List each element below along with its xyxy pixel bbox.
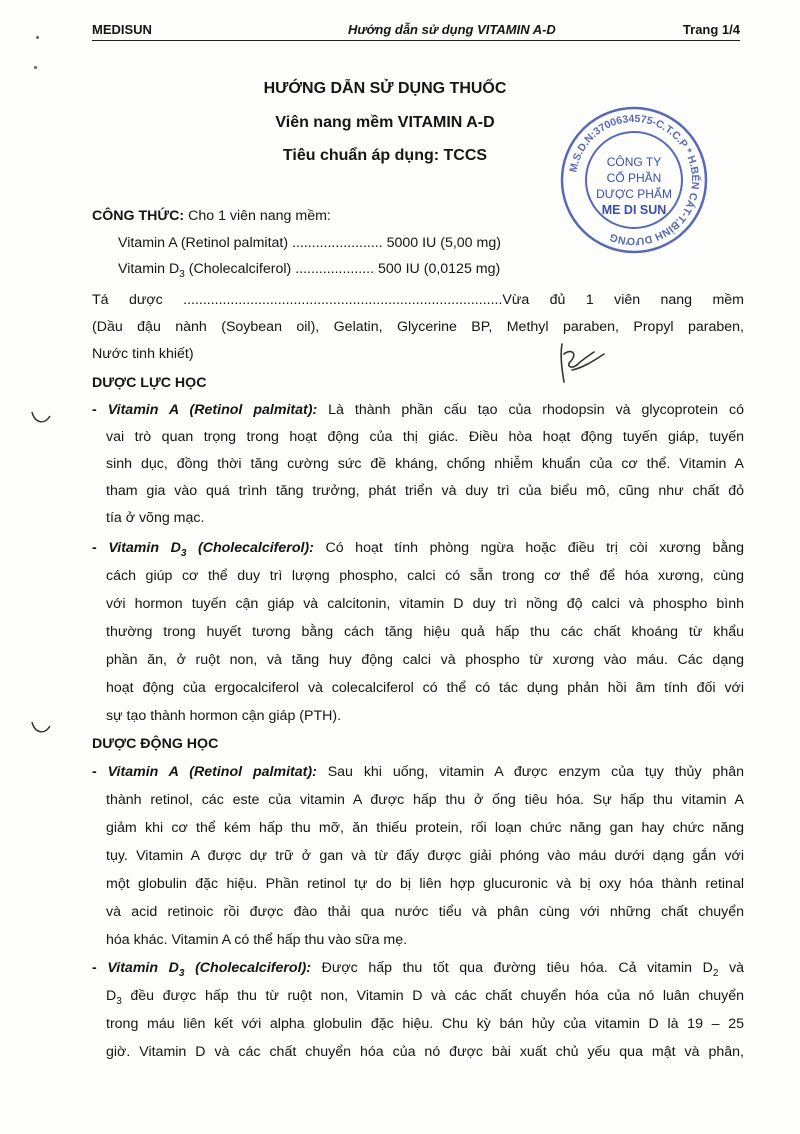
- pd-vitamin-a-line-1: - Vitamin A (Retinol palmitat): Là thành phần cấu tạo của rhodopsin và glycoprotein có: [92, 402, 744, 418]
- header-company: MEDISUN: [92, 22, 152, 37]
- pd-vitamin-a-line-5: tía ở võng mạc.: [106, 510, 205, 526]
- handwritten-signature: [548, 340, 618, 386]
- stamp-line-2: CỔ PHẦN: [606, 171, 662, 185]
- pk-vitamin-a-line-4: tụy. Vitamin A được dự trữ ở gan và từ đấy được giải phóng vào máu dưới dạng gắn với: [106, 848, 744, 864]
- pk-vitamin-a-line-6: và acid retinoic rồi được đào thải qua nước tiểu và phân cùng với những chất chuyển: [106, 904, 744, 920]
- pk-vitamin-a-line-2: thành retinol, các este của vitamin A được hấp thu ở ống tiêu hóa. Sự hấp thu vitamin A: [106, 792, 744, 808]
- stamp-line-1: CÔNG TY: [606, 155, 662, 169]
- pk-vitamin-d3-line-3: trong máu liên kết với alpha globulin đặc hiệu. Chu kỳ bán hủy của vitamin D là 19 – 25: [106, 1016, 744, 1032]
- applied-standard: Tiêu chuẩn áp dụng: TCCS: [282, 147, 488, 164]
- pk-vitamin-a-line-1: - Vitamin A (Retinol palmitat): Sau khi uống, vitamin A được enzym của tụy thủy phân: [92, 764, 744, 780]
- formula-excipient-list: (Dầu đậu nành (Soybean oil), Gelatin, Glycerine BP, Methyl paraben, Propyl paraben,: [92, 319, 744, 335]
- pharmacokinetics-heading: DƯỢC ĐỘNG HỌC: [92, 736, 219, 752]
- stamp-line-4: ME DI SUN: [601, 203, 667, 217]
- formula-vitamin-a: Vitamin A (Retinol palmitat) ....................... 5000 IU (5,00 mg): [118, 235, 501, 251]
- pd-vitamin-d3-line-7: sự tạo thành hormon cận giáp (PTH).: [106, 708, 342, 724]
- margin-dot: [36, 36, 39, 39]
- pk-vitamin-d3-line-4: giờ. Vitamin D và các chất chuyển hóa của nó được bài xuất chủ yếu qua mật và phân,: [106, 1044, 744, 1060]
- pd-vitamin-a-line-2: vai trò quan trọng trong hoạt động của thị giác. Điều hòa hoạt động tuyến giáp, tuyến: [106, 429, 744, 445]
- pd-vitamin-a-line-3: sinh dục, đồng thời tăng cường sức đề kháng, chống nhiễm khuẩn của cơ thể. Vitamin A: [106, 456, 744, 472]
- pd-vitamin-d3-line-3: với hormon tuyến cận giáp và calcitonin, vitamin D duy trì nồng độ calci và phospho bình: [106, 596, 744, 612]
- pk-vitamin-d3-line-2: $D_3$ đều được hấp thu từ ruột non, Vitamin D và các chất chuyển hóa của nó luân chuyển: [106, 988, 744, 1007]
- formula-excipient-end: Nước tinh khiết): [92, 346, 194, 362]
- pd-vitamin-d3-line-4: thường trong huyết tương bằng cách tăng hiệu quả hấp thu các chất khoáng từ khẩu: [106, 624, 744, 640]
- pd-vitamin-a-line-4: tham gia vào quá trình tăng trưởng, phát triển và duy trì của biểu mô, cũng như chất đỏ: [106, 483, 744, 499]
- pd-vitamin-d3-line-6: hoạt động của ergocalciferol và colecalciferol có thể có tác dụng phản hồi âm tính đối với: [106, 680, 744, 696]
- pd-vitamin-d3-line-5: phần ăn, ở ruột non, và tăng huy động calci và phospho từ xương vào máu. Các dạng: [106, 652, 744, 668]
- formula-intro: Cho 1 viên nang mềm:: [184, 208, 331, 224]
- pk-vitamin-a-line-5: một globulin đặc hiệu. Phần retinol tự do bị liên hợp glucuronic và bị oxy hóa thành retinal: [106, 876, 744, 892]
- stamp-ring-text: M.S.D.N:3700634575-C.T.C.P * H.BẾN CÁT-T.BÌNH DƯƠNG: [567, 112, 702, 248]
- document-title: HƯỚNG DẪN SỬ DỤNG THUỐC: [263, 80, 507, 97]
- product-name: Viên nang mềm VITAMIN A-D: [275, 114, 495, 131]
- header-page-number: Trang 1/4: [682, 22, 740, 37]
- margin-tick-mark: [30, 718, 54, 738]
- pd-vitamin-d3-line-2: cách giúp cơ thể duy trì lượng phospho, calci có sẵn trong cơ thể để hóa xương, cùng: [106, 568, 744, 584]
- formula-excipient: Tá dược .................................................................................Vừa đủ 1 viên nang mềm: [92, 292, 744, 308]
- formula-heading: CÔNG THỨC:: [92, 208, 185, 224]
- margin-dot: [34, 66, 37, 69]
- pk-vitamin-a-line-3: giảm khi cơ thể kém hấp thu mỡ, ăn thiếu protein, rối loạn chức năng gan hay chức năng: [106, 820, 744, 836]
- pharmacodynamics-heading: DƯỢC LỰC HỌC: [92, 375, 207, 391]
- pk-vitamin-a-line-7: hóa khác. Vitamin A có thể hấp thu vào sữa mẹ.: [106, 932, 408, 948]
- margin-tick-mark: [30, 408, 54, 428]
- stamp-line-3: DƯỢC PHẨM: [596, 187, 672, 201]
- formula-line: [92, 206, 331, 226]
- company-stamp: [558, 104, 710, 256]
- pk-vitamin-d3-line-1: - Vitamin $D_3$ (Cholecalciferol): Được hấp thu tốt qua đường tiêu hóa. Cả vitamin $D_2$ và: [92, 960, 745, 979]
- pd-vitamin-d3-line-1: - Vitamin $D_3$ (Cholecalciferol): Có hoạt tính phòng ngừa hoặc điều trị còi xương bằng: [92, 540, 745, 559]
- formula-vitamin-d3: Vitamin $D_3$ (Cholecalciferol) .................... 500 IU (0,0125 mg): [118, 261, 501, 280]
- page-header: [92, 20, 740, 41]
- header-document-title: Hướng dẫn sử dụng VITAMIN A-D: [348, 22, 556, 37]
